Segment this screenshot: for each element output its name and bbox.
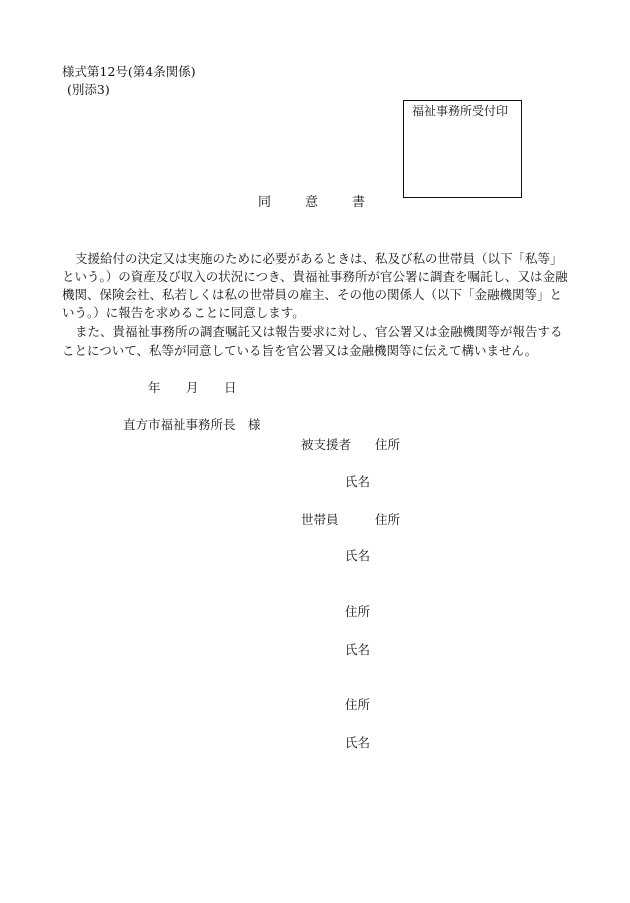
reception-stamp-box	[403, 100, 522, 198]
title-char-2: 意	[305, 195, 319, 210]
body-line: という。）の資産及び収入の状況につき、貴福祉事務所が官公署に調査を嘱託し、又は金融	[62, 269, 568, 284]
household-label: 世帯員	[301, 512, 339, 527]
body-line: 機関、保険会社、私若しくは私の世帯員の雇主、その他の関係人（以下「金融機関等」と	[62, 287, 563, 302]
recipient-label: 被支援者	[301, 437, 352, 452]
household-2-address-label: 住所	[345, 604, 371, 619]
body-line: ことについて、私等が同意している旨を官公署又は金融機関等に伝えて構いません。	[62, 343, 538, 358]
attachment-label: (別添3)	[67, 82, 110, 97]
title-char-3: 書	[352, 195, 366, 210]
form-number: 様式第12号(第4条関係)	[62, 64, 196, 79]
body-line: 支援給付の決定又は実施のために必要があるときは、私及び私の世帯員（以下「私等」	[75, 251, 563, 266]
body-line: また、貴福祉事務所の調査嘱託又は報告要求に対し、官公署又は金融機関等が報告する	[75, 324, 563, 339]
recipient-address-label: 住所	[375, 437, 401, 452]
household-1-name-label: 氏名	[345, 548, 371, 563]
household-3-address-label: 住所	[345, 697, 371, 712]
date-month: 月	[186, 380, 199, 395]
addressee: 直方市福祉事務所長 様	[123, 417, 261, 432]
body-line: いう。）に報告を求めることに同意します。	[62, 305, 305, 320]
title-char-1: 同	[258, 195, 272, 210]
date-day: 日	[224, 380, 237, 395]
household-1-address-label: 住所	[375, 512, 401, 527]
reception-stamp-label: 福祉事務所受付印	[412, 104, 509, 118]
date-year: 年	[148, 380, 161, 395]
recipient-name-label: 氏名	[345, 474, 371, 489]
household-2-name-label: 氏名	[345, 642, 371, 657]
household-3-name-label: 氏名	[345, 735, 371, 750]
